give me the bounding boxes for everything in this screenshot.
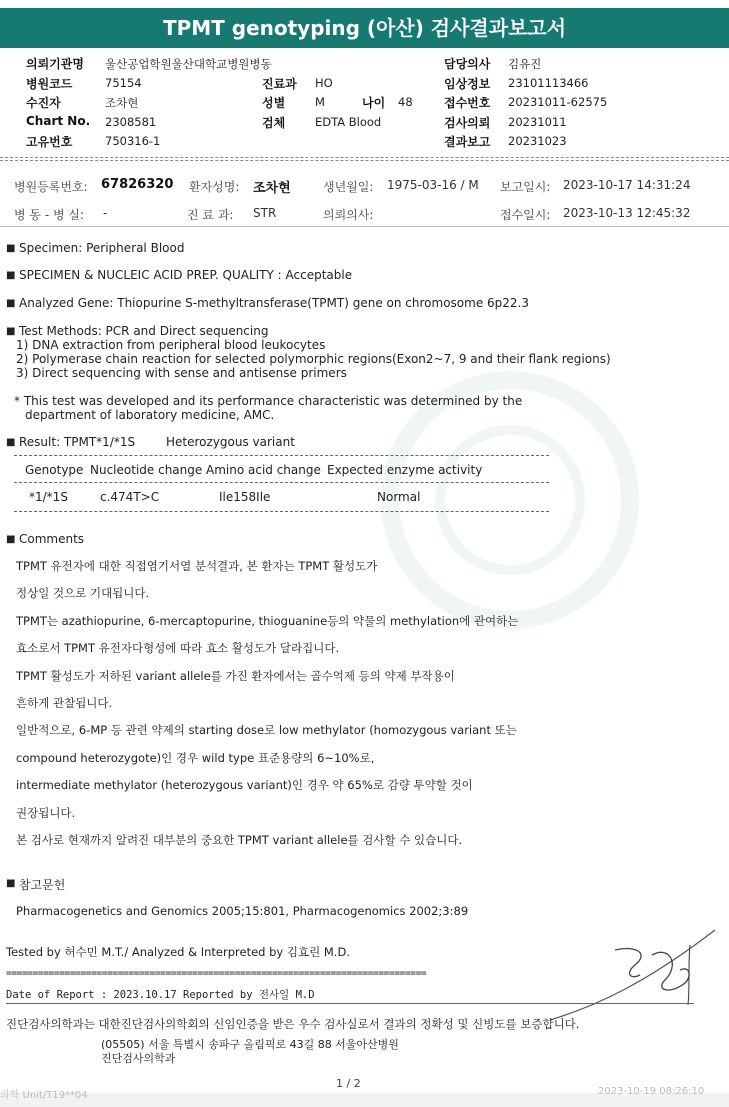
header-field-key: 결과보고 (444, 135, 491, 149)
dob-label: 생년월일: (323, 180, 374, 194)
header-field-key: 진료과 (262, 77, 297, 91)
header-field-value: 울산공업학원울산대학교병원병동 (105, 57, 272, 71)
header-field-key: 성별 (262, 96, 286, 110)
age-value: 48 (398, 95, 413, 109)
ward-label: 병 동 - 병 실: (14, 208, 84, 222)
bullet-icon: ■ (6, 270, 16, 281)
bullet-icon: ■ (6, 298, 16, 309)
specimen-line: Specimen: Peripheral Blood (19, 241, 185, 255)
header-field-key: 수진자 (26, 96, 61, 110)
header-field-value: 20231023 (508, 134, 567, 148)
quality-line: SPECIMEN & NUCLEIC ACID PREP. QUALITY : Acceptable (19, 268, 353, 282)
report-date-value: 2023-10-17 14:31:24 (563, 178, 691, 192)
comment-line: 본 검사로 현재까지 알려진 대부분의 중요한 TPMT variant allele를 검사할 수 있습니다. (16, 833, 463, 847)
received-label: 접수일시: (500, 208, 551, 222)
comment-line: 일반적으로, 6-MP 등 관련 약제의 starting dose로 low methylator (homozygous variant 또는 (16, 723, 517, 738)
header-field-key: 검체 (262, 116, 286, 130)
dept-value: STR (253, 206, 277, 220)
header-field-value: 김유진 (508, 57, 542, 71)
result-type: Heterozygous variant (166, 435, 295, 449)
header-field-key: Chart No. (26, 114, 91, 128)
header-field-key: 임상정보 (444, 77, 491, 91)
table-cell-genotype: *1/*1S (29, 490, 68, 504)
comment-line: 정상일 것으로 기대됩니다. (16, 586, 150, 601)
header-field-key: 접수번호 (444, 96, 491, 110)
bullet-icon: ■ (6, 437, 16, 448)
note-line: * This test was developed and its performance characteristic was determined by the (14, 394, 523, 408)
header-field-value: 20231011 (508, 115, 567, 129)
header-field-value: HO (315, 76, 333, 90)
patient-name-value: 조차현 (253, 181, 291, 196)
certification-text: 진단검사의학과는 대한진단검사의학회의 신임인증을 받은 우수 검사실로서 결과의 정확성 및 신빙도를 보증합니다. (6, 1017, 580, 1031)
ref-doc-label: 의뢰의사: (323, 208, 374, 222)
header-field-key: 담당의사 (444, 57, 491, 71)
method-step: 2) Polymerase chain reaction for selected polymorphic regions(Exon2~7, 9 and their flank regions) (16, 352, 611, 366)
gene-line: Analyzed Gene: Thiopurine S-methyltransferase(TPMT) gene on chromosome 6p22.3 (19, 296, 529, 310)
table-cell-amino-acid: Ile158Ile (219, 490, 271, 504)
comment-line: TPMT는 azathiopurine, 6-mercaptopurine, thioguanine등의 약물의 methylation에 관여하는 (16, 613, 519, 628)
header-field-value: 20231011-62575 (508, 95, 608, 109)
header-field-value: 23101113466 (508, 76, 589, 90)
comment-line: 흔하게 관찰됩니다. (16, 696, 113, 710)
header-field-value: 조차현 (105, 96, 139, 110)
dob-value: 1975-03-16 / M (387, 178, 479, 192)
table-cell-enzyme: Normal (377, 490, 421, 504)
comment-line: TPMT 활성도가 저하된 variant allele를 가진 환자에서는 골수억제 등의 약제 부작용이 (16, 668, 455, 683)
method-step: 3) Direct sequencing with sense and antisense primers (16, 366, 347, 380)
methods-title: Test Methods: PCR and Direct sequencing (19, 324, 269, 338)
footer-right: 2023-10-19 08:26:10 (598, 1086, 705, 1097)
bullet-icon: ■ (6, 534, 16, 545)
result-label: Result: TPMT*1/*1S (19, 435, 136, 449)
date-of-report: Date of Report : 2023.10.17 Reported by 전사일 M.D (6, 989, 315, 1001)
department-text: 진단검사의학과 (101, 1052, 176, 1065)
reg-no-label: 병원등록번호: (14, 180, 88, 194)
header-field-key: 검사의뢰 (444, 116, 491, 130)
report-date-label: 보고일시: (500, 180, 551, 194)
table-header-genotype: Genotype (25, 463, 84, 477)
header-field-value: 750316-1 (105, 134, 161, 148)
dept-label: 진 료 과: (187, 208, 234, 222)
comment-line: compound heterozygote)인 경우 wild type 표준용량의 6~10%로, (16, 750, 375, 765)
header-field-value: EDTA Blood (315, 115, 382, 129)
received-value: 2023-10-13 12:45:32 (563, 206, 691, 220)
page-number: 1 / 2 (336, 1077, 361, 1090)
comment-line: 권장됩니다. (16, 805, 76, 820)
comment-line: TPMT 유전자에 대한 직접염기서열 분석결과, 본 환자는 TPMT 활성도가 (16, 559, 378, 573)
ward-value: - (103, 206, 108, 220)
report-title: TPMT genotyping (아산) 검사결과보고서 (0, 8, 729, 48)
header-field-value: 2308581 (105, 115, 157, 129)
table-cell-nucleotide: c.474T>C (100, 490, 160, 504)
table-header-nucleotide: Nucleotide change (90, 463, 203, 477)
table-header-enzyme: Expected enzyme activity (327, 463, 483, 477)
bullet-icon: ■ (6, 243, 16, 254)
address-text: (05505) 서울 특별시 송파구 올림픽로 43길 88 서울아산병원 (101, 1038, 399, 1051)
reg-no-value: 67826320 (101, 177, 174, 192)
comment-line: intermediate methylator (heterozygous variant)인 경우 약 65%로 감량 투약할 것이 (16, 778, 473, 793)
table-header-amino-acid: Amino acid change (206, 463, 321, 477)
comment-line: 효소로서 TPMT 유전자다형성에 따라 효소 활성도가 달라집니다. (16, 641, 340, 656)
patient-name-label: 환자성명: (189, 180, 240, 194)
header-field-key: 병원코드 (26, 77, 73, 91)
references-text: Pharmacogenetics and Genomics 2005;15:801, Pharmacogenomics 2002;3:89 (16, 904, 469, 918)
age-key: 나이 (362, 96, 386, 110)
method-step: 1) DNA extraction from peripheral blood leukocytes (16, 338, 326, 352)
header-field-key: 고유번호 (26, 135, 73, 149)
header-field-value: M (315, 95, 325, 109)
note-line: department of laboratory medicine, AMC. (25, 408, 275, 422)
footer-left: 의학 Unit/T19**04 (0, 1090, 88, 1101)
separator-line: =============================================================================== (6, 968, 427, 979)
bullet-icon: ■ (6, 878, 16, 889)
references-title: 참고문헌 (19, 878, 66, 892)
bullet-icon: ■ (6, 326, 16, 337)
header-field-key: 의뢰기관명 (26, 57, 84, 71)
header-field-value: 75154 (105, 76, 142, 90)
comments-title: Comments (19, 532, 85, 546)
tested-by: Tested by 허수민 M.T./ Analyzed & Interpreted by 김효린 M.D. (6, 945, 350, 959)
signature-image (540, 925, 720, 1025)
